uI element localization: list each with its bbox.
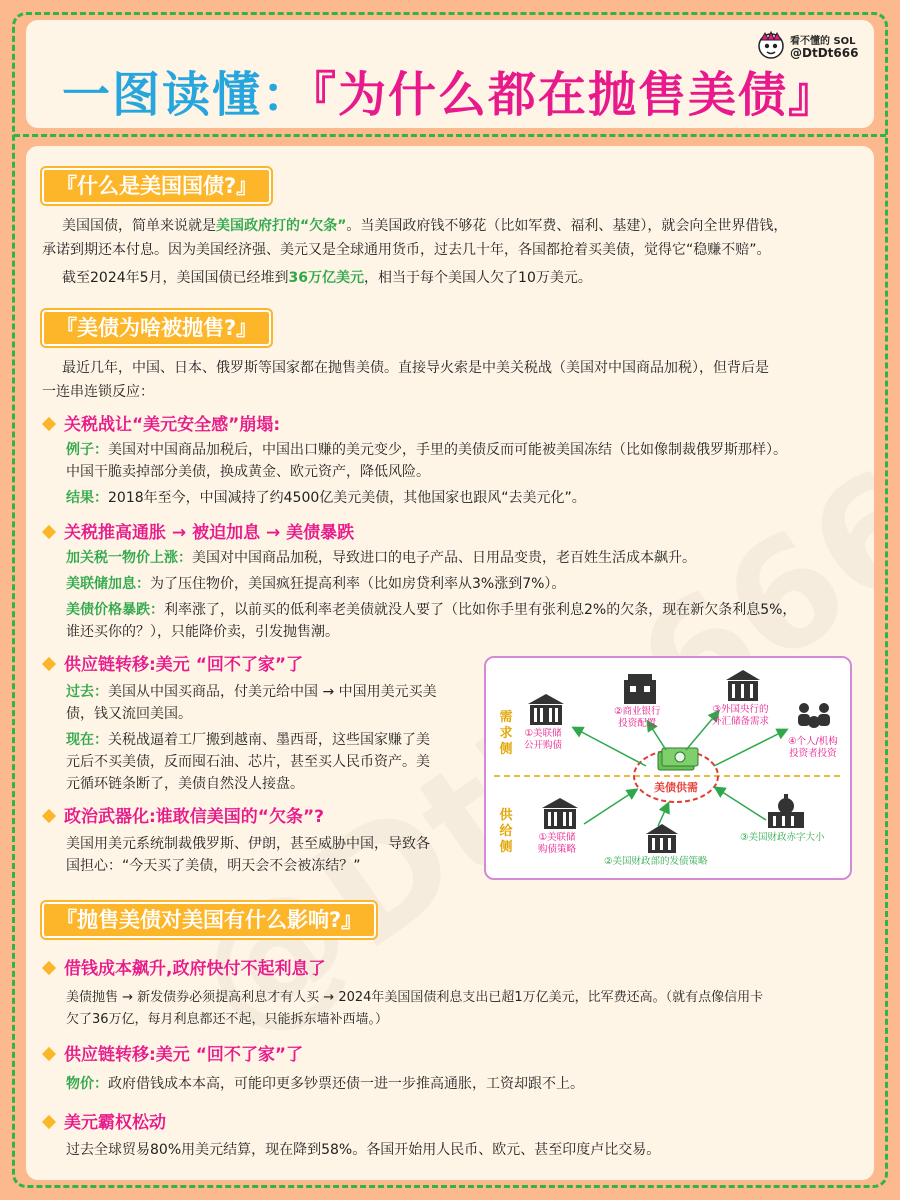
text: 美国从中国买商品，付美元给中国 → 中国用美元买美 [108,684,437,700]
fed-building-icon [542,798,578,829]
subheading-text: 借钱成本飙升,政府快付不起利息了 [64,959,326,979]
point2-c-line2: 谁还买你的？），只能降价卖，引发抛售潮。 [66,624,339,640]
label-past: 过去： [66,684,108,700]
subheading-supply-chain [42,650,303,675]
bank-icon [624,674,656,704]
text: 关税战逼着工厂搬到越南、墨西哥，这些国家赚了美 [108,732,430,748]
page-title [26,56,874,125]
money-stack-icon [658,748,698,770]
text: 美国对中国商品加税后，中国出口赚的美元变少，手里的美债反而可能被美国冻结（比如像制裁俄罗斯那样）。 [108,442,787,458]
title-part-1: 一图读懂： [61,67,312,123]
supply-deficit-label: ③美国财政赤字大小 [740,832,825,843]
impact3-text: 过去全球贸易80%用美元结算，现在降到58%。各国开始用人民币、欧元、甚至印度卢比交易。 [66,1142,661,1158]
label-fed-hike: 美联储加息： [66,576,150,592]
diamond-bullet-icon [42,657,56,671]
impact1-line2: 欠了36万亿，每月利息都还不起，只能拆东墙补西墙。） [66,1012,389,1027]
supply-fed-label [538,832,576,856]
section-heading-why-sold: 『美债为啥被抛售?』 [42,310,271,346]
text: ③外国央行的 [712,704,769,715]
subheading-dollar-hegemony [42,1108,166,1133]
section-heading-what-is-treasury: 『什么是美国国债?』 [42,168,271,204]
point1-example-line1 [66,438,852,462]
text: 政府借钱成本本高，可能印更多钞票还债一进一步推高通胀，工资却跟不上。 [108,1076,584,1092]
header-divider [14,134,886,137]
text: ④个人/机构 [788,736,838,747]
demand-fed-label [524,728,562,752]
arrow-to-investors [714,730,786,766]
section1-para1-line1 [62,214,852,238]
demand-investors-label [788,736,838,760]
subheading-text: 美元霸权松动 [64,1113,166,1133]
text: 为了压住物价，美国疯狂提高利率（比如房贷利率从3%涨到7%）。 [150,576,566,592]
subheading-text: 关税战让“美元安全感”崩塌: [64,415,281,435]
text: ，相当于每个美国人欠了10万美元。 [364,270,592,286]
text: 。当美国政府钱不够花（比如军费、福利、基建），就会向全世界借钱， [346,218,788,234]
text: 投资者投资 [789,748,837,759]
center-label: 美债供需 [654,781,698,794]
supply-side-label: 供给侧 [499,808,513,855]
diamond-bullet-icon [42,1115,56,1129]
brand-name: 看不懂的 SOL [790,36,856,47]
subheading-supply-chain-impact [42,1040,303,1065]
subheading-tariff-confidence [42,410,280,435]
impact2-text [66,1072,856,1096]
text: 利率涨了，以前买的低利率老美债就没人要了（比如你手里有张利息2%的欠条，现在新欠条利息5%， [164,602,797,618]
point4-line1: 美国用美元系统制裁俄罗斯、伊朗，甚至威胁中国，导致各 [66,836,430,852]
arrow-to-fed [574,728,646,766]
text: 公开购债 [524,740,563,751]
label-example: 例子： [66,442,108,458]
fed-building-icon [528,694,564,725]
text: 外汇储备需求 [712,716,770,727]
text: 购债策略 [538,844,577,855]
text: 2018年至今，中国减持了约4500亿美元美债，其他国家也跟风“去美元化”。 [108,490,586,506]
point2-b [66,572,852,596]
impact1-line1: 美债抛售 → 新发债券必须提高利息才有人买 → 2024年美国国债利息支出已超1万亿美元，比军费还高。（就有点像信用卡 [66,990,764,1005]
text: ①美联储 [538,832,576,843]
section-heading-impact: 『抛售美债对美国有什么影响?』 [42,902,376,938]
capitol-icon [768,794,804,828]
demand-central-bank-label [712,704,769,728]
label-result: 结果： [66,490,108,506]
section1-para1-line2: 承诺到期还本付息。因为美国经济强、美元又是全球通用货币，过去几十年，各国都抢着买美债，觉得它“稳赚不赔”。 [42,242,771,258]
diamond-bullet-icon [42,809,56,823]
section2-intro-line2: 一连串连锁反应： [42,384,154,400]
subheading-text: 供应链转移:美元 “回不了家”了 [64,655,304,675]
text: ②商业银行 [614,706,661,717]
point3-now-line3: 元循环链条断了，美债自然没人接盘。 [66,776,304,792]
point2-c-line1 [66,598,852,622]
highlight-iou: 美国政府打的“欠条” [216,218,347,234]
point4-line2: 国担心：“今天买了美债，明天会不会被冻结？” [66,858,361,874]
subheading-text: 关税推高通胀 → 被迫加息 → 美债暴跌 [64,523,355,543]
text: 投资配置 [618,718,657,729]
diamond-bullet-icon [42,525,56,539]
diamond-bullet-icon [42,1047,56,1061]
text: 截至2024年5月，美国国债已经堆到 [62,270,289,286]
subheading-text: 供应链转移:美元 “回不了家”了 [64,1045,304,1065]
point1-result [66,486,852,510]
subheading-weaponization [42,802,324,827]
diamond-bullet-icon [42,961,56,975]
highlight-36-trillion: 36万亿美元 [288,270,365,286]
text: 美国国债，简单来说就是 [62,218,216,234]
point3-past-line2: 债，钱又流回美国。 [66,706,192,722]
label-tariff-price: 加关税一物价上涨： [66,550,192,566]
section1-para2 [62,266,852,290]
demand-bank-label [614,706,661,730]
point3-past-line1 [66,680,476,704]
central-bank-icon [726,670,760,701]
treasury-icon [646,824,678,853]
subheading-borrowing-cost [42,954,325,979]
point3-now-line1 [66,728,476,752]
demand-side-label: 需求侧 [499,710,513,757]
supply-treasury-label: ②美国财政部的发债策略 [604,856,708,867]
point3-now-line2: 元后不买美债，反而囤石油、芯片，甚至买人民币资产。美 [66,754,430,770]
label-prices: 物价： [66,1076,108,1092]
investors-icon [798,703,830,728]
avatar-icon [756,30,786,60]
section2-intro-line1: 最近几年，中国、日本、俄罗斯等国家都在抛售美债。直接导火索是中美关税战（美国对中国商品加税），但背后是 [62,360,769,376]
arrow-from-treasury [658,804,668,826]
arrow-from-deficit [716,788,766,820]
arrow-from-fed [584,790,636,824]
text: 美国对中国商品加税，导致进口的电子产品、日用品变贵，老百姓生活成本飙升。 [192,550,696,566]
subheading-inflation-chain [42,518,354,543]
supply-demand-diagram [484,656,852,880]
point1-example-line2: 中国干脆卖掉部分美债，换成黄金、欧元资产，降低风险。 [66,464,430,480]
brand-handle: @DtDt666 [790,46,859,60]
point2-a [66,546,852,570]
title-part-2: 『为什么都在抛售美债』 [312,67,839,123]
subheading-text: 政治武器化:谁敢信美国的“欠条”? [64,807,325,827]
label-price-drop: 美债价格暴跌： [66,602,164,618]
label-now: 现在： [66,732,108,748]
brand-badge [756,30,876,64]
text: ①美联储 [524,728,562,739]
diamond-bullet-icon [42,417,56,431]
